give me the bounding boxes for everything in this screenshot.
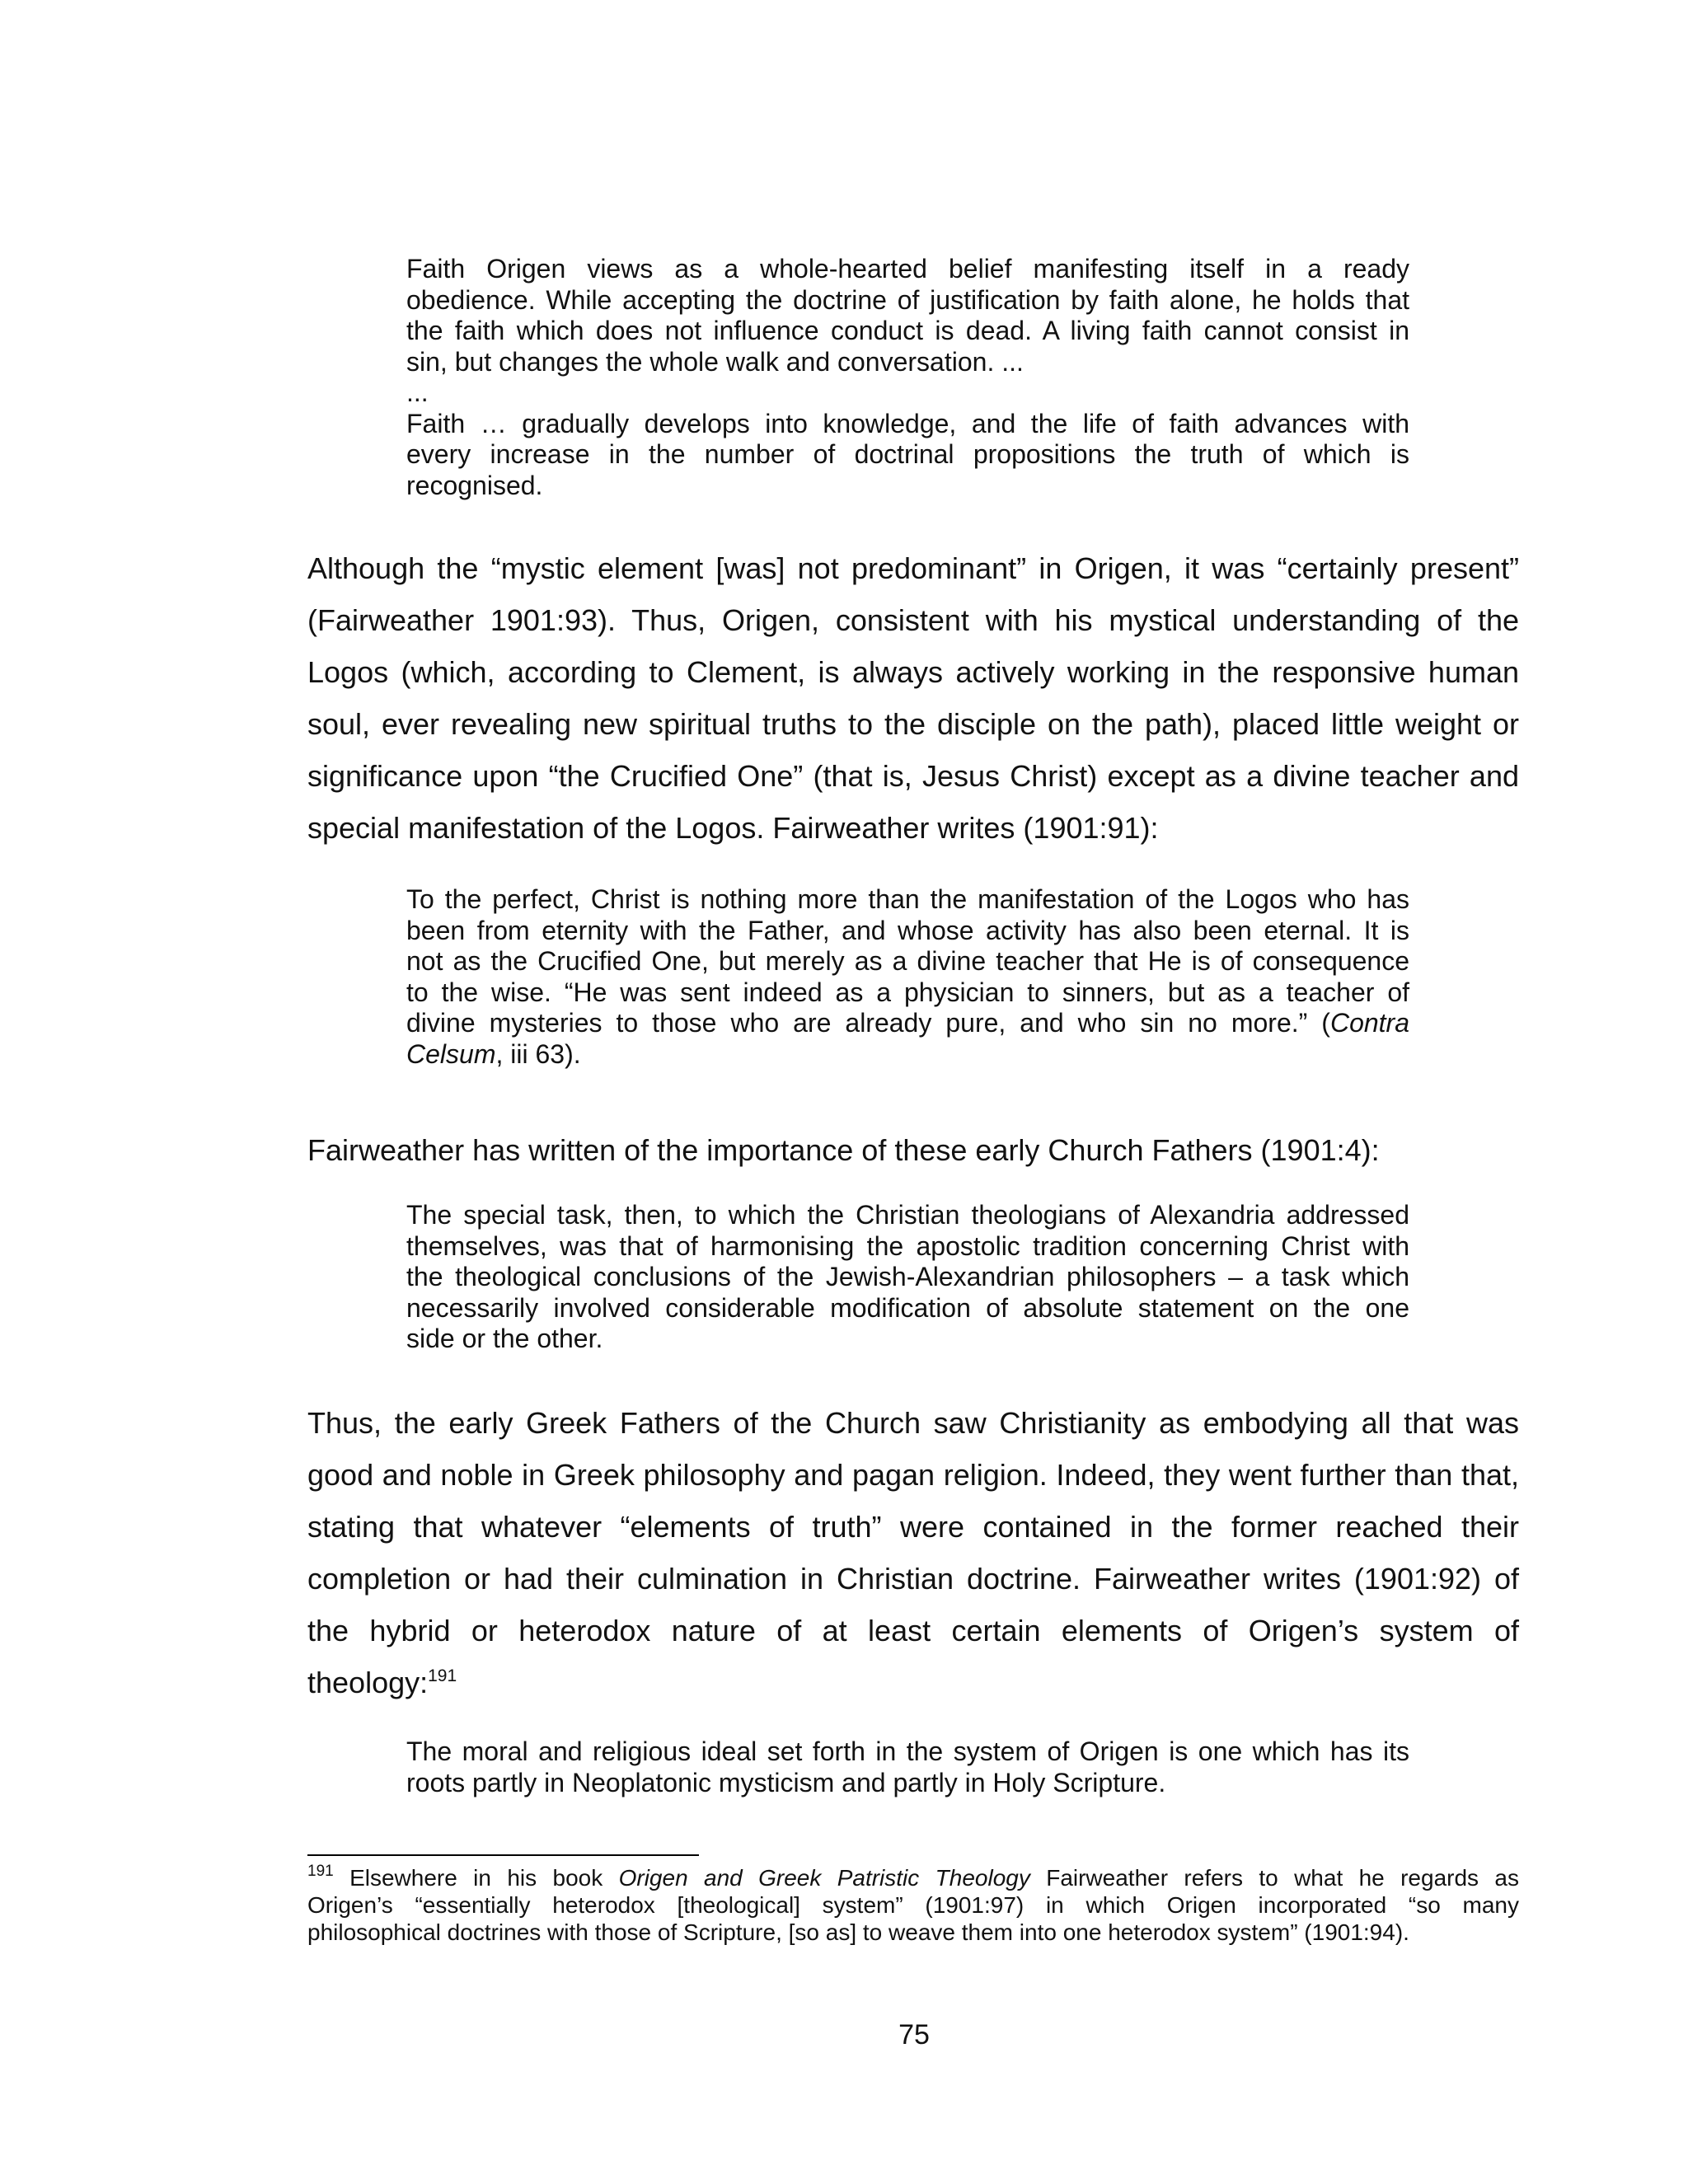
- paragraph-mystic-element: [307, 542, 1519, 854]
- book-title-italic: Origen and Greek Patristic Theology: [618, 1865, 1030, 1891]
- footnote-191: [307, 1864, 1519, 1946]
- paragraph-line: Logos (which, according to Clement, is always actively working in the responsive human: [307, 655, 1519, 689]
- quote-line: Faith Origen views as a whole-hearted belief manifesting itself in a ready: [406, 254, 1409, 284]
- footnote-line: philosophical doctrines with those of Scripture, [so as] to weave them into one heterodox system” (1901:94).: [307, 1919, 1409, 1945]
- quote-line: not as the Crucified One, but merely as a divine teacher that He is of consequence: [406, 946, 1409, 976]
- quote-line: to the wise. “He was sent indeed as a physician to sinners, but as a teacher of: [406, 977, 1409, 1007]
- quote-line: sin, but changes the whole walk and conversation. ...: [406, 346, 1024, 377]
- paragraph-line: (Fairweather 1901:93). Thus, Origen, consistent with his mystical understanding of the: [307, 603, 1519, 637]
- quote-line: ...: [406, 377, 429, 407]
- quote-line: the theological conclusions of the Jewish-Alexandrian philosophers – a task which: [406, 1262, 1409, 1291]
- quote-line: The moral and religious ideal set forth in the system of Origen is one which has its: [406, 1736, 1409, 1766]
- footnote-line: Origen’s “essentially heterodox [theological] system” (1901:97) in which Origen incorporated “so many: [307, 1892, 1519, 1918]
- paragraph-text: theology:: [307, 1666, 429, 1699]
- quote-line: [406, 1008, 1409, 1039]
- paragraph-line: Although the “mystic element [was] not predominant” in Origen, it was “certainly present”: [307, 551, 1519, 585]
- paragraph-line: Thus, the early Greek Fathers of the Church saw Christianity as embodying all that was: [307, 1406, 1519, 1440]
- paragraph-line: the hybrid or heterodox nature of at least certain elements of Origen’s system of: [307, 1614, 1519, 1647]
- block-quote-faith: [406, 254, 1409, 501]
- footnote-text: Elsewhere in his book: [333, 1865, 619, 1891]
- quote-line: obedience. While accepting the doctrine of justification by faith alone, he holds that: [406, 284, 1409, 315]
- quote-line: [406, 1039, 1409, 1071]
- paragraph-line: good and noble in Greek philosophy and pagan religion. Indeed, they went further than that,: [307, 1458, 1519, 1492]
- quote-line: necessarily involved considerable modification of absolute statement on the one: [406, 1292, 1409, 1323]
- paragraph-line: significance upon “the Crucified One” (that is, Jesus Christ) except as a divine teacher and: [307, 759, 1519, 793]
- paragraph-line: Fairweather has written of the importance of these early Church Fathers (1901:4):: [307, 1133, 1380, 1167]
- footnote-text: Fairweather refers to what he regards as: [1029, 1865, 1519, 1891]
- footnote-reference[interactable]: 191: [428, 1666, 457, 1685]
- paragraph-line: soul, ever revealing new spiritual truths to the disciple on the path), placed little weight or: [307, 707, 1519, 741]
- paragraph-importance: [307, 1124, 1519, 1176]
- quote-line: side or the other.: [406, 1324, 603, 1353]
- paragraph-line: special manifestation of the Logos. Fairweather writes (1901:91):: [307, 811, 1159, 845]
- quote-line: Faith … gradually develops into knowledge, and the life of faith advances with: [406, 408, 1409, 438]
- work-title-italic: Celsum: [406, 1038, 496, 1069]
- footnote-divider: [307, 1854, 699, 1856]
- quote-line: the faith which does not influence conduct is dead. A living faith cannot consist in: [406, 316, 1409, 345]
- quote-text: , iii 63).: [495, 1038, 581, 1069]
- paragraph-greek-fathers: [307, 1397, 1519, 1708]
- paragraph-line: [307, 1657, 1519, 1708]
- quote-line: themselves, was that of harmonising the apostolic tradition concerning Christ with: [406, 1230, 1409, 1261]
- paragraph-line: completion or had their culmination in Christian doctrine. Fairweather writes (1901:92) of: [307, 1562, 1519, 1596]
- quote-line: recognised.: [406, 470, 543, 500]
- quote-line: every increase in the number of doctrinal propositions the truth of which is: [406, 439, 1409, 469]
- footnote-line: [307, 1864, 1519, 1891]
- quote-line: To the perfect, Christ is nothing more than the manifestation of the Logos who has: [406, 884, 1409, 914]
- block-quote-perfect: [406, 884, 1409, 1070]
- paragraph-line: stating that whatever “elements of truth” were contained in the former reached their: [307, 1510, 1519, 1544]
- block-quote-moral-ideal: [406, 1736, 1409, 1798]
- page-number: 75: [898, 2019, 930, 2050]
- footnote-number: 191: [307, 1863, 334, 1880]
- quote-line: roots partly in Neoplatonic mysticism and partly in Holy Scripture.: [406, 1767, 1166, 1797]
- quote-line: The special task, then, to which the Christian theologians of Alexandria addressed: [406, 1200, 1409, 1230]
- quote-text: divine mysteries to those who are already pure, and who sin no more.” (: [406, 1008, 1330, 1038]
- work-title-italic: Contra: [1329, 1008, 1409, 1038]
- block-quote-special-task: [406, 1200, 1409, 1355]
- quote-line: been from eternity with the Father, and whose activity has also been eternal. It is: [406, 915, 1409, 945]
